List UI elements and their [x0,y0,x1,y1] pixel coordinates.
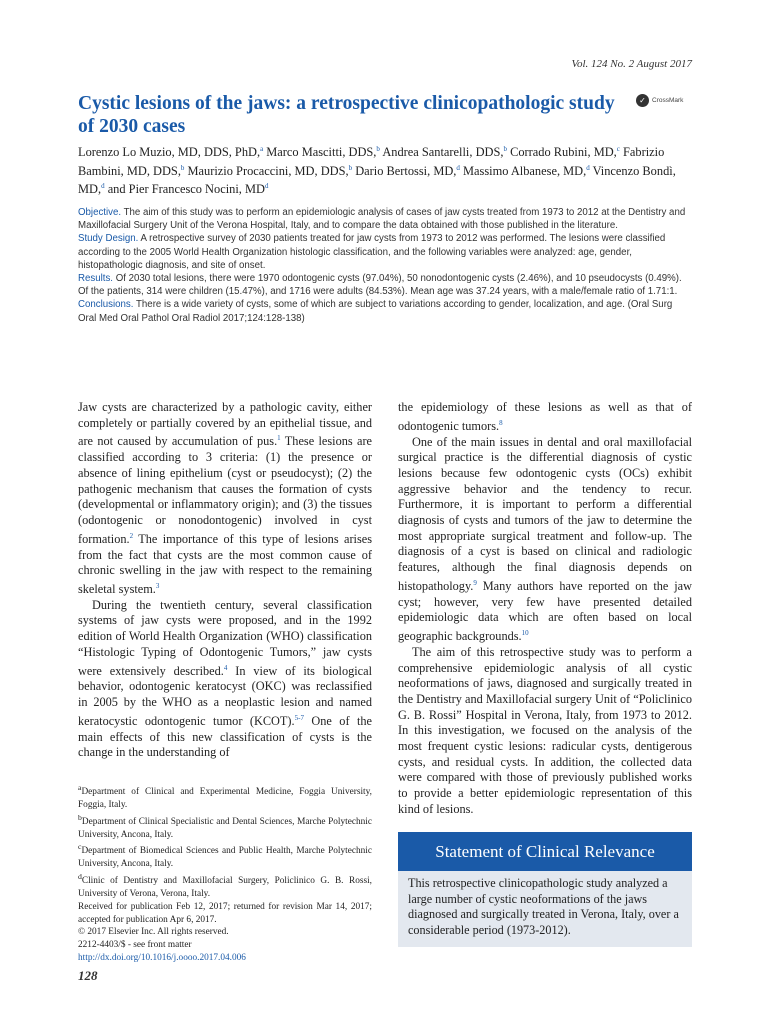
doi-link[interactable]: http://dx.doi.org/10.1016/j.oooo.2017.04.006 [78,952,246,963]
author-name: Andrea Santarelli, DDS, [382,145,504,160]
body-paragraph [398,645,692,818]
affiliation-text: Department of Clinical Specialistic and Dental Sciences, Marche Polytechnic University, Ancona, Italy. [78,816,372,840]
abstract-section [78,206,690,232]
copyright-line: © 2017 Elsevier Inc. All rights reserved. [78,927,229,938]
body-text: During the twentieth century, several classification systems of jaw cysts were proposed, and in the 1992 edition of World Health Organization (WHO) classification “Histologic Typing of Odontogenic Tumors,” jaw cysts were extensively described. [78,597,372,678]
citation-ref: 5-7 [294,713,304,722]
affiliations-footnote [78,782,372,965]
abstract-text: The aim of this study was to perform an epidemiologic analysis of cases of jaw cysts treated from 1973 to 2012 at the Dentistry and Maxillofacial Surgery Unit of the Verona Hospital, Italy, and to compare the data obtained with those published in the literature. [78,207,686,232]
body-paragraph [398,435,692,645]
abstract-text: Of 2030 total lesions, there were 1970 odontogenic cysts (97.04%), 50 nonodontogenic cysts (2.46%), and 10 pseudocysts (0.49%). Of the patients, 314 were children (15.47%), and 1716 were adults (84.53%). Mean age was 37.24 years, with a male/female ratio of 1.71:1. [78,273,682,298]
affiliation-item [78,871,372,901]
body-text: The aim of this retrospective study was to perform a comprehensive epidemiologic analysis of all cystic neoformations of jaws, diagnosed and surgically treated in the Dentistry and Maxillofacial surgery Unit of “Policlinico G. B. Rossi” Hospital in Verona, Italy, from 1973 to 2012. In this investigation, we focused on the analysis of the most frequent cystic lesions: radicular cysts, dentigerous cysts, and residual cysts. In addition, the collected data were compared with those of previously published works to provide a better epidemiologic representation of this kind of lesions. [398,644,692,816]
body-text: the epidemiology of these lesions as well as that of odontogenic tumors. [398,400,692,433]
received-dates: Received for publication Feb 12, 2017; returned for revision Mar 14, 2017; accepted for publication Apr 6, 2017. [78,901,372,925]
author-name: Maurizio Procaccini, MD, DDS, [187,163,349,178]
journal-reference: Vol. 124 No. 2 August 2017 [571,58,692,70]
author-name: Corrado Rubini, MD, [510,145,617,160]
body-paragraph [398,400,692,435]
abstract-label: Study Design. [78,233,139,245]
author-name: Massimo Albanese, MD, [463,163,587,178]
affiliation-mark: a [78,783,82,792]
issn-line: 2212-4403/$ - see front matter [78,940,192,951]
affiliation-mark: b [78,812,82,822]
body-paragraph [78,598,372,761]
abstract-section [78,298,690,324]
author-name: Dario Bertossi, MD, [355,163,457,178]
affiliation-item [78,841,372,871]
author-name: Marco Mascitti, DDS, [266,145,377,160]
abstract [78,206,690,325]
author-name: Lorenzo Lo Muzio, MD, DDS, PhD, [78,145,261,160]
affiliation-mark: d [586,163,590,172]
affiliation-text: Clinic of Dentistry and Maxillofacial Surgery, Policlinico G. B. Rossi, University of Verona, Verona, Italy. [78,876,372,899]
crossmark-badge[interactable] [636,94,683,107]
article-title: Cystic lesions of the jaws: a retrospective clinicopathologic study of 2030 cases [78,93,615,137]
crossmark-icon: ✓ [636,94,649,107]
citation-ref: 10 [521,629,529,638]
abstract-section [78,232,690,272]
affiliation-mark: b [348,163,353,172]
affiliation-mark: d [456,163,460,172]
affiliation-item [78,782,372,812]
abstract-text: A retrospective survey of 2030 patients treated for jaw cysts from 1973 to 2012 was performed. The lesions were classified according to the 2005 World Health Organization histologic classification, and the following variables were analyzed: age, gender, histopathologic diagnosis, and site of onset. [78,233,666,271]
affiliation-mark: a [260,145,264,153]
affiliation-mark: b [503,145,507,153]
abstract-label: Conclusions. [78,299,134,311]
body-text: The importance of this type of lesions arises from the fact that cysts are the most common cause of chronic swelling in the jaw with respect to the remaining skeletal system. [78,531,372,597]
body-column-right [398,400,692,818]
citation-ref: 2 [129,531,134,540]
abstract-label: Results. [78,273,113,285]
affiliation-mark: c [78,842,82,852]
page-number: 128 [78,968,98,983]
body-text: Many authors have reported on the jaw cyst; however, very few have presented detailed epidemiologic data which are often based on local geographic backgrounds. [398,578,692,644]
body-text: One of the main issues in dental and oral maxillofacial surgical practice is the differential diagnosis of cystic lesions because few odontogenic cysts (OCs) exhibit aggressive behavior and the tendency to recur. Furthermore, it is important to perform a differential diagnosis of cysts and tumors of the jaw to determine the most appropriate surgical treatment and follow-up. The diagnosis of a cyst is based on clinical and radiologic features, although the final diagnosis depends on histopathology. [398,434,692,593]
author-name: Fabrizio Bambini, MD, DDS, [78,145,665,178]
affiliation-mark: d [264,182,269,191]
affiliation-list [78,782,372,901]
body-column-left [78,400,372,761]
affiliation-text: Department of Clinical and Experimental Medicine, Foggia University, Foggia, Italy. [78,787,372,810]
author-name: and Pier Francesco Nocini, MD [107,182,265,197]
author-name: Vincenzo Bondì, MD, [78,163,676,197]
body-paragraph [78,400,372,598]
affiliation-item [78,812,372,842]
clinical-relevance-heading: Statement of Clinical Relevance [398,832,692,871]
citation-ref: 3 [155,581,160,590]
affiliation-mark: d [78,872,82,882]
author-list [78,142,690,198]
affiliation-mark: c [616,145,620,153]
affiliation-mark: d [101,182,105,191]
crossmark-label: CrossMark [652,97,684,104]
affiliation-mark: b [180,163,185,172]
body-text: Jaw cysts are characterized by a pathologic cavity, either completely or partially covered by an epithelial tissue, and are not caused by accumulation of pus. [78,400,372,449]
body-text: These lesions are classified according to 3 criteria: (1) the presence or absence of lining epithelium (cyst or pseudocyst); (2) the pathogenic mechanism that causes the formation of cysts (developmental or inflammatory origin); and (3) the tissues (odontogenic or nonodontogenic) involved in cyst formation. [78,434,373,546]
abstract-text: There is a wide variety of cysts, some of which are subject to variations according to gender, localization, and age. (Oral Surg Oral Med Oral Pathol Oral Radiol 2017;124:128-138) [78,299,673,324]
clinical-relevance-box [398,832,692,947]
affiliation-text: Department of Biomedical Sciences and Public Health, Marche Polytechnic University, Ancona, Italy. [78,846,372,870]
body-text: One of the main effects of this new classification of cysts is the change in the understanding of [78,713,372,760]
affiliation-mark: b [376,145,380,153]
abstract-section [78,272,690,298]
abstract-label: Objective. [78,207,122,218]
body-text: In view of its biological behavior, odontogenic keratocyst (OKC) was reclassified in 2005 by the WHO as a neoplastic lesion and named keratocystic odontogenic tumor (KCOT). [78,663,373,728]
citation-ref: 8 [499,418,503,427]
citation-ref: 1 [277,434,281,443]
citation-ref: 4 [223,663,228,672]
citation-ref: 9 [473,578,477,587]
clinical-relevance-text: This retrospective clinicopathologic study analyzed a large number of cystic neoformations of the jaws diagnosed and surgically treated in Verona, Italy, over a considerable period (1973-2012). [408,876,679,937]
